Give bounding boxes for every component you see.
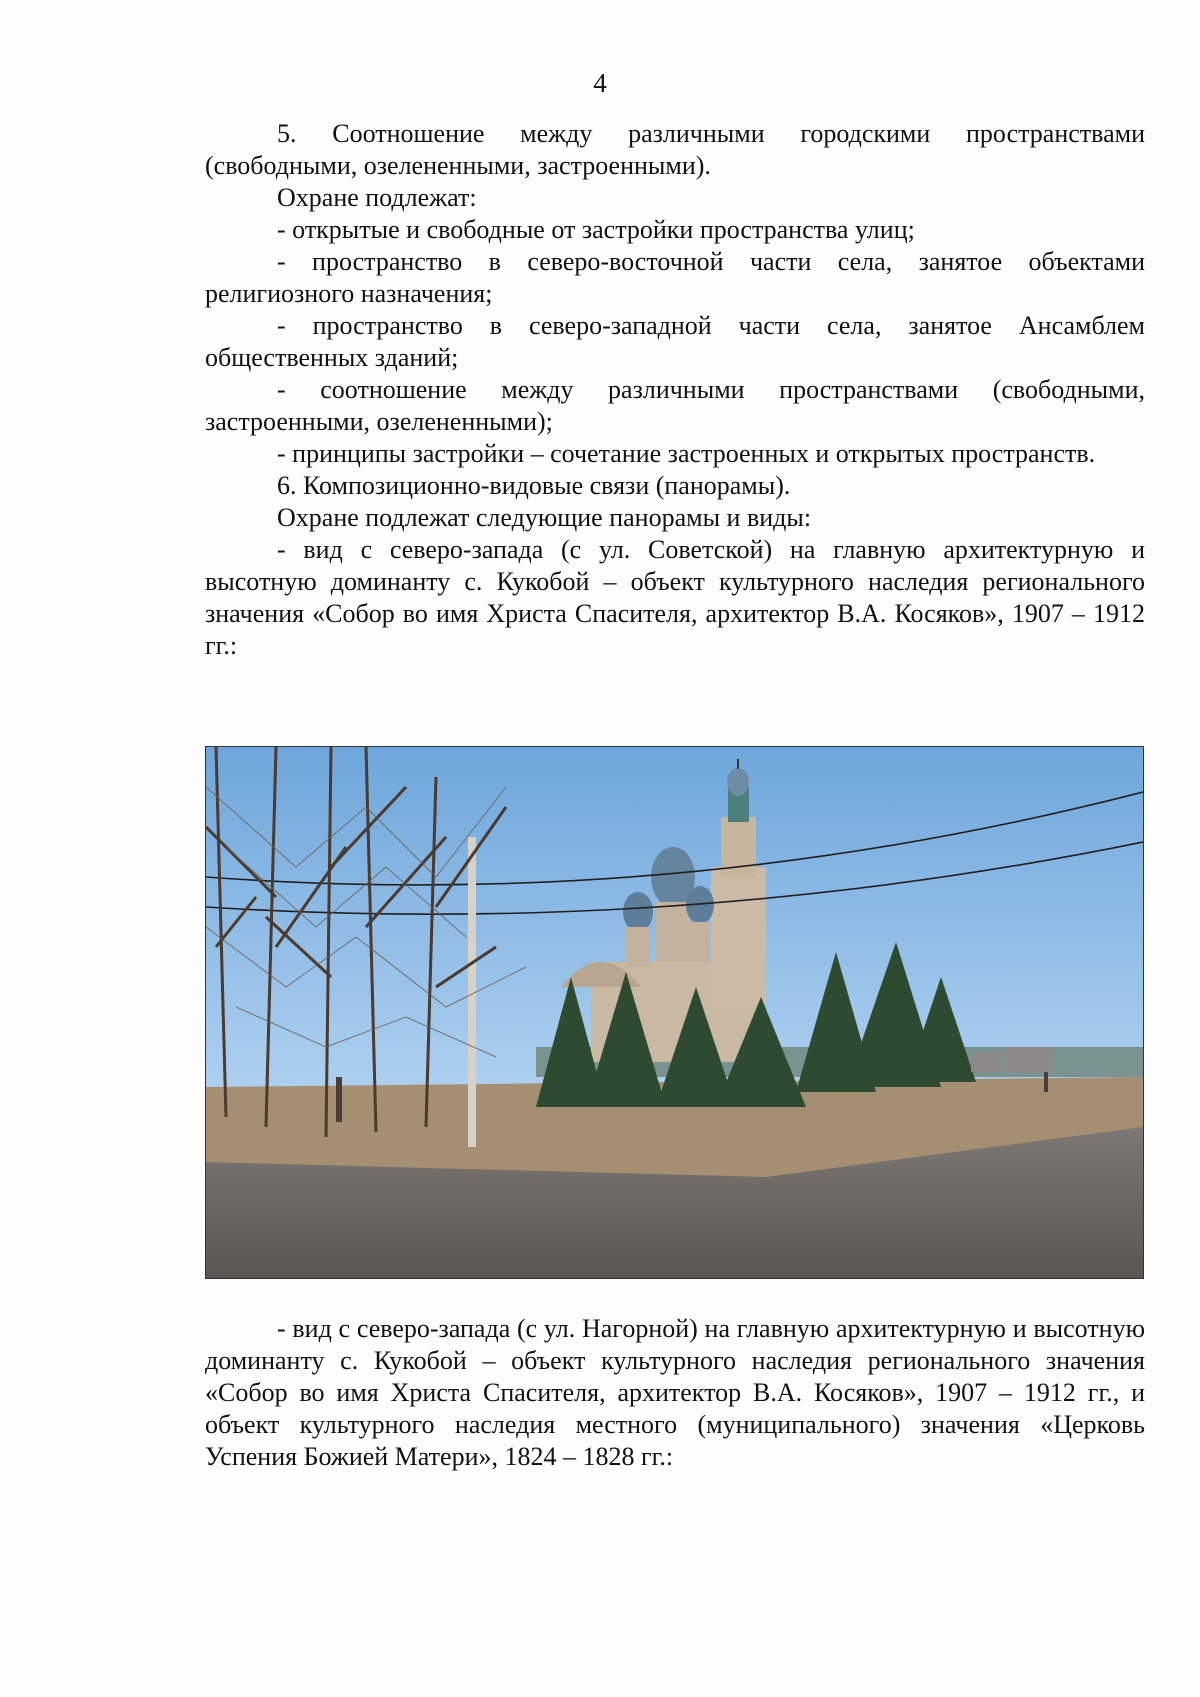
section-5-protect-intro: Охране подлежат:: [277, 183, 477, 212]
section-5-item: - пространство в северо-восточной части села, занятое объектами религиозного назначения;: [205, 247, 1145, 308]
cathedral-photo: [205, 746, 1144, 1279]
view-description-1: - вид с северо-запада (с ул. Советской) на главную архитектурную и высотную доминанту с. Кукобой – объект культурного наследия регионального значения «Собор во имя Христа Спасителя, архитектор В.А. Косяков», 1907 – 1912 гг.:: [205, 535, 1145, 660]
section-5-item: - открытые и свободные от застройки пространства улиц;: [277, 215, 915, 244]
section-6-protect-intro: Охране подлежат следующие панорамы и виды:: [277, 503, 812, 532]
section-5-item: - принципы застройки – сочетание застроенных и открытых пространств.: [277, 439, 1096, 468]
section-5-item: - пространство в северо-западной части села, занятое Ансамблем общественных зданий;: [205, 311, 1145, 372]
view-description-2: - вид с северо-запада (с ул. Нагорной) на главную архитектурную и высотную доминанту с. Кукобой – объект культурного наследия регионального значения «Собор во имя Христа Спасителя, архитектор В.А. Косяков», 1907 – 1912 гг., и объект культурного наследия местного (муниципального) значения «Церковь Успения Божией Матери», 1824 – 1828 гг.:: [205, 1314, 1145, 1471]
cathedral-photo-illustration: [206, 747, 1143, 1278]
page-number: 4: [593, 68, 607, 98]
section-5-heading: 5. Соотношение между различными городскими пространствами (свободными, озелененными, застроенными).: [205, 119, 1145, 180]
section-6-heading: 6. Композиционно-видовые связи (панорамы).: [277, 471, 791, 500]
section-5-item: - соотношение между различными пространствами (свободными, застроенными, озелененными);: [205, 375, 1145, 436]
text-block-main: [205, 118, 1145, 662]
text-block-after-photo: [205, 1313, 1145, 1473]
utility-pole: [468, 837, 476, 1147]
